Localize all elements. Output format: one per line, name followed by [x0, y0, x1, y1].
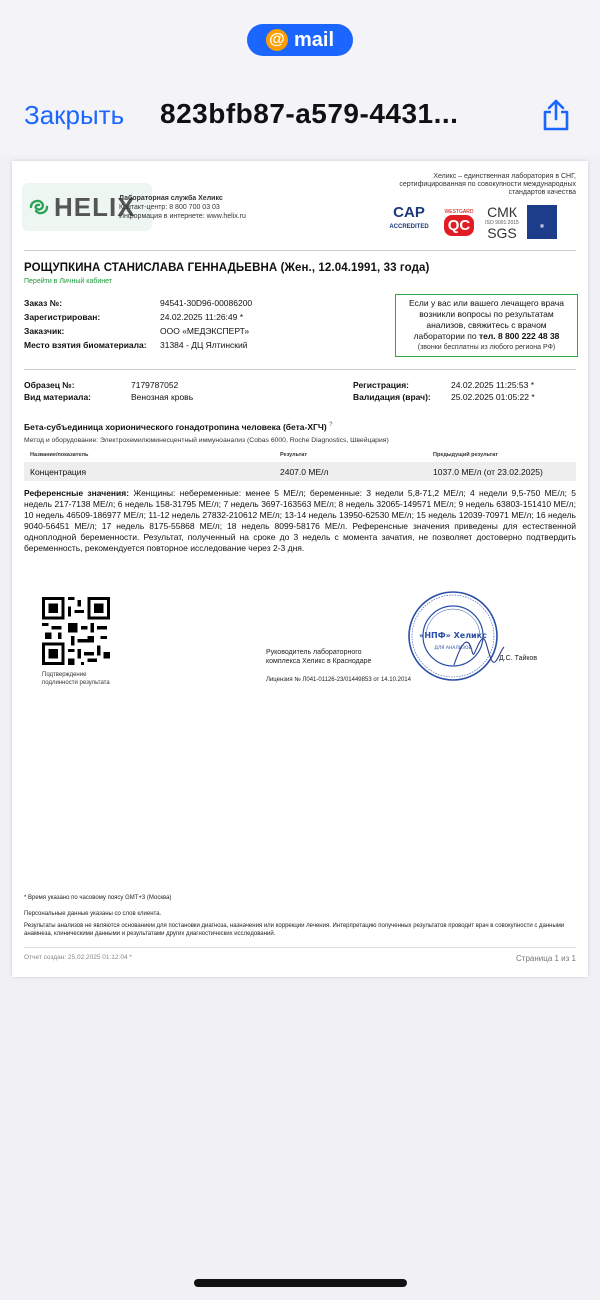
license-text: Лицензия № Л041-01126-23/01449853 от 14.10.2014	[266, 677, 411, 683]
lab-contacts	[119, 194, 246, 221]
info-icon[interactable]: ?	[329, 422, 333, 429]
global-standard-icon: ▦	[527, 205, 557, 239]
disclaimer: Результаты анализов не являются основанием для постановки диагноза, назначения или коррекции лечения. Интерпретацию полученных результатов проводит врач в совокупности с данными анамнеза, клиническими данными и результатами других диагностических исследований.	[24, 923, 565, 937]
divider	[24, 947, 576, 948]
qr-code-icon[interactable]	[42, 597, 110, 665]
divider	[24, 369, 576, 370]
mail-label: mail	[293, 28, 335, 51]
svg-text:«НПФ» Хеликс: «НПФ» Хеликс	[419, 631, 487, 640]
cap-accredited-icon: CAP ACCREDITED	[389, 204, 429, 230]
lab-head-title: Руководитель лабораторного комплекса Хеликс в Краснодаре	[266, 649, 372, 665]
timezone-note: * Время указано по часовому поясу GMT+3 (Москва)	[24, 895, 172, 901]
doctor-phone[interactable]: тел. 8 800 222 48 38	[478, 331, 560, 341]
signature	[446, 631, 506, 671]
page-number: Страница 1 из 1	[516, 954, 576, 963]
results-table-header: Название/показатель Результат Предыдущий результат	[30, 452, 498, 458]
document-title: 823bfb87-a579-4431...	[160, 98, 459, 129]
svg-text:ДЛЯ АНАЛИЗОВ: ДЛЯ АНАЛИЗОВ	[434, 646, 472, 651]
at-icon: @	[266, 29, 288, 51]
navigation-bar	[0, 92, 600, 140]
lab-contact-center: Контакт-центр: 8 800 700 03 03	[119, 204, 220, 211]
helix-swirl-icon	[28, 196, 50, 218]
quality-badges	[385, 205, 557, 241]
table-row: Концентрация 2407.0 МЕ/л 1037.0 МЕ/л (от 23.02.2025)	[24, 462, 576, 481]
personal-data-note: Персональные данные указаны со слов клиента.	[24, 911, 162, 917]
report-created: Отчет создан: 25.02.2025 01:12:04 *	[24, 954, 132, 961]
qr-caption: Подтверждение подлинности результата	[42, 672, 110, 686]
method-text: Метод и оборудование: Электрохемилюминесцентный иммуноанализ (Cobas 6000, Roche Diagnostics, Швейцария)	[24, 437, 389, 444]
close-button[interactable]: Закрыть	[24, 100, 125, 130]
lab-report-page: HELIX Лабораторная служба Хеликс Контакт-центр: 8 800 700 03 03 Информация в интернете: www.helix.ru Хеликс – единственная лаборатория в СНГ, сертифицированная по совокупности международных стандартов качества CAP ACCREDITED WESTGARD QC СМК ISO 9001:2015 SGS ▦ РОЩУПКИНА СТАНИСЛАВА ГЕННАДЬЕВНА (Жен., 12.04.1991, 33 года) Перейти в Личный кабинет Заказ №: 94541-30D96-00086200 Зарегистрирован: 24.02.2025 11:26:49 * Заказчик: ООО «МЕДЭКСПЕРТ» Место взятия биоматериала: 31384 - ДЦ Ялтинский Если у вас или вашего лечащего врача возникли вопросы по результатам анализов, свяжитесь с врачом лаборатории по тел. 8 800 222 48 38 (звонки бесплатны из любого региона РФ) Образец №: 7179787052 Регистрация: 24.02.2025 11:25:53 * Вид материала: Венозная кровь Валидация (врач): 25.02.2025 01:05:22 * Бета-субъединица хорионического гонадотропина человека (бета-ХГЧ) ? Метод и оборудование: Электрохемилюминесцентный иммуноанализ (Cobas 6000, Roche Diagnostics, Швейцария) Название/показатель Результат Предыдущий результат Концентрация 2407.0 МЕ/л 1037.0 МЕ/л (от 23.02.2025) Референсные значения: Женщины: небеременные: менее 5 МЕ/л; беременные: 3 недели 5,8-71,2 МЕ/л; 4 недели 9,5-750 МЕ/л; 5 недель 217-7138 МЕ/л; 6 недель 158-31795 МЕ/л; 7 недель 3697-163563 МЕ/л; 8 недель 32065-149571 МЕ/л; 9 недель 63803-151410 МЕ/л; 10 недель 46509-186977 МЕ/л; 11-12 недель 27832-210612 МЕ/л; 13-14 недель 13950-62530 МЕ/л; 15 недель 12039-70971 МЕ/л; 16 недель 9040-56451 МЕ/л; 17 недель 8175-55868 МЕ/л; 18 недель 8099-58176 МЕ/л. Референсные значения приведены для естественной одноплодной беременности. Результат, полученный на сроке до 3 недель с момента зачатия, не позволяет достоверно подтвердить беременность, рекомендуется повторное исследование через 2-3 дня. Подтверждение подлинности результата «НПФ» Хеликс ДЛЯ АНАЛИЗОВ Руководитель лабораторного комплекса Хеликс в Краснодаре Д.С. Тайков Лицензия № Л041-01126-23/01449853 от 14.10.2014 * Время указано по часовому поясу GMT+3 (Москва) Персональные данные указаны со слов клиента. Результаты анализов не являются основанием для постановки диагноза, назначения или коррекции лечения. Интерпретацию полученных результатов проводит врач в совокупности с данными анамнеза, клиническими данными и результатами других диагностических исследований. Отчет создан: 25.02.2025 01:12:04 * Страница 1 из 1	[12, 161, 588, 977]
personal-cabinet-link[interactable]: Перейти в Личный кабинет	[24, 278, 113, 285]
westgard-qc-icon: WESTGARD QC	[444, 208, 474, 234]
certification-text: Хеликс – единственная лаборатория в СНГ, сертифицированная по совокупности международных стандартов качества	[399, 173, 576, 196]
mail-badge[interactable]	[247, 24, 353, 56]
share-icon[interactable]	[540, 98, 572, 132]
reference-values: Референсные значения: Женщины: небеременные: менее 5 МЕ/л; беременные: 3 недели 5,8-71,2 МЕ/л; 4 недели 9,5-750 МЕ/л; 5 недель 217-7138 МЕ/л; 6 недель 158-31795 МЕ/л; 7 недель 3697-163563 МЕ/л; 8 недель 32065-149571 МЕ/л; 9 недель 63803-151410 МЕ/л; 10 недель 46509-186977 МЕ/л; 11-12 недель 27832-210612 МЕ/л; 13-14 недель 13950-62530 МЕ/л; 15 недель 12039-70971 МЕ/л; 16 недель 9040-56451 МЕ/л; 17 недель 8175-55868 МЕ/л; 18 недель 8099-58176 МЕ/л. Референсные значения приведены для естественной одноплодной беременности. Результат, полученный на сроке до 3 недель с момента зачатия, не позволяет достоверно подтвердить беременность, рекомендуется повторное исследование через 2-3 дня.	[24, 488, 577, 553]
mail-header	[0, 0, 600, 155]
logo-word: HELIX	[54, 191, 136, 222]
cmk-sgs-icon: СМК ISO 9001:2015 SGS	[485, 204, 519, 241]
lab-website: Информация в интернете: www.helix.ru	[119, 213, 246, 220]
divider	[24, 250, 576, 251]
doctor-contact-box: Если у вас или вашего лечащего врача возникли вопросы по результатам анализов, свяжитесь с врачом лаборатории по тел. 8 800 222 48 38 (звонки бесплатны из любого региона РФ)	[395, 294, 578, 357]
test-title: Бета-субъединица хорионического гонадотропина человека (бета-ХГЧ) ?	[24, 422, 333, 432]
home-indicator[interactable]	[194, 1279, 407, 1287]
patient-name: РОЩУПКИНА СТАНИСЛАВА ГЕННАДЬЕВНА (Жен., 12.04.1991, 33 года)	[24, 262, 430, 274]
lab-head-name: Д.С. Тайков	[499, 655, 538, 662]
lab-name: Лабораторная служба Хеликс	[119, 195, 223, 202]
